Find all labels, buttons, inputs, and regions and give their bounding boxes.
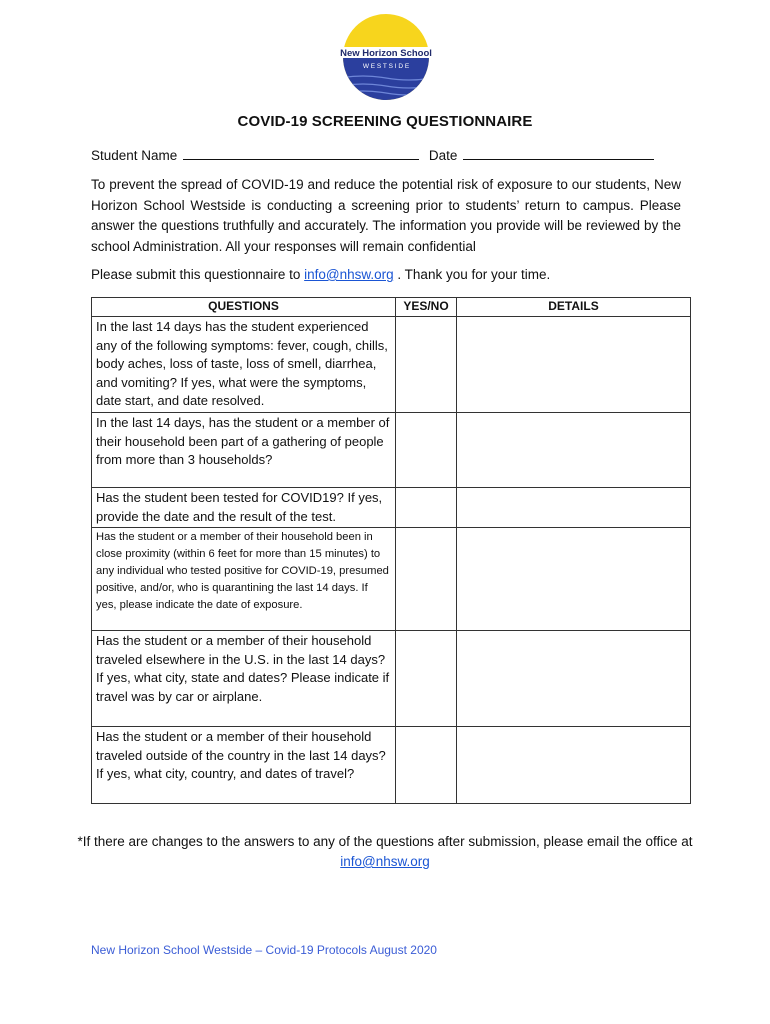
table-row xyxy=(92,727,691,804)
column-header-questions: QUESTIONS xyxy=(92,298,396,317)
school-logo xyxy=(340,12,432,102)
yesno-cell[interactable] xyxy=(396,488,457,528)
submit-prefix: Please submit this questionnaire to xyxy=(91,267,301,282)
table-row xyxy=(92,528,691,631)
details-cell[interactable] xyxy=(457,528,691,631)
question-cell: In the last 14 days has the student experienced any of the following symptoms: fever, cough, chills, body aches, loss of taste, loss of smell, diarrhea, and vomiting? If yes, what were the symptoms, date start, and date resolved. xyxy=(92,317,396,413)
yesno-cell[interactable] xyxy=(396,528,457,631)
table-row xyxy=(92,413,691,488)
intro-paragraph: To prevent the spread of COVID-19 and reduce the potential risk of exposure to our students, New Horizon School Westside is conducting a screening prior to students’ return to campus. Please answer the questions truthfully and accurately. The information you provide will be reviewed by the school Administration. All your responses will remain confidential xyxy=(91,177,681,254)
header-fields xyxy=(91,145,654,163)
date-label: Date xyxy=(428,148,458,163)
note-text: *If there are changes to the answers to any of the questions after submission, please email the office at xyxy=(77,834,693,849)
table-row xyxy=(92,631,691,727)
details-cell[interactable] xyxy=(457,317,691,413)
yesno-cell[interactable] xyxy=(396,727,457,804)
logo-title: New Horizon School xyxy=(340,48,432,59)
note-email-link[interactable]: info@nhsw.org xyxy=(340,854,430,869)
question-cell: Has the student been tested for COVID19? If yes, provide the date and the result of the test. xyxy=(92,488,396,528)
yesno-cell[interactable] xyxy=(396,413,457,488)
table-row xyxy=(92,317,691,413)
yesno-cell[interactable] xyxy=(396,631,457,727)
logo-subtitle: W E S T S I D E xyxy=(362,63,410,70)
page-footer: New Horizon School Westside – Covid-19 Protocols August 2020 xyxy=(91,943,437,957)
date-field[interactable] xyxy=(463,145,654,160)
column-header-yesno: YES/NO xyxy=(396,298,457,317)
question-cell: In the last 14 days, has the student or a member of their household been part of a gathering of people from more than 3 households? xyxy=(92,413,396,488)
questionnaire-table xyxy=(91,297,691,804)
yesno-cell[interactable] xyxy=(396,317,457,413)
question-cell: Has the student or a member of their household traveled elsewhere in the U.S. in the last 14 days? If yes, what city, state and dates? Please indicate if travel was by car or airplane. xyxy=(92,631,396,727)
page-title: COVID-19 SCREENING QUESTIONNAIRE xyxy=(237,113,533,130)
column-header-details: DETAILS xyxy=(457,298,691,317)
details-cell[interactable] xyxy=(457,413,691,488)
question-cell: Has the student or a member of their household been in close proximity (within 6 feet for more than 15 minutes) to any individual who tested positive for COVID-19, presumed positive, and/or, who is quarantining the last 14 days. If yes, please indicate the date of exposure. xyxy=(92,528,396,631)
details-cell[interactable] xyxy=(457,727,691,804)
table-row xyxy=(92,488,691,528)
table-header-row xyxy=(92,298,691,317)
student-name-field[interactable] xyxy=(183,145,419,160)
changes-note xyxy=(60,832,710,872)
email-link[interactable]: info@nhsw.org xyxy=(304,267,394,282)
details-cell[interactable] xyxy=(457,488,691,528)
details-cell[interactable] xyxy=(457,631,691,727)
submit-suffix: . Thank you for your time. xyxy=(397,267,551,282)
submit-instructions xyxy=(91,267,550,282)
question-cell: Has the student or a member of their household traveled outside of the country in the last 14 days? If yes, what city, country, and dates of travel? xyxy=(92,727,396,804)
student-name-label: Student Name xyxy=(91,148,178,163)
